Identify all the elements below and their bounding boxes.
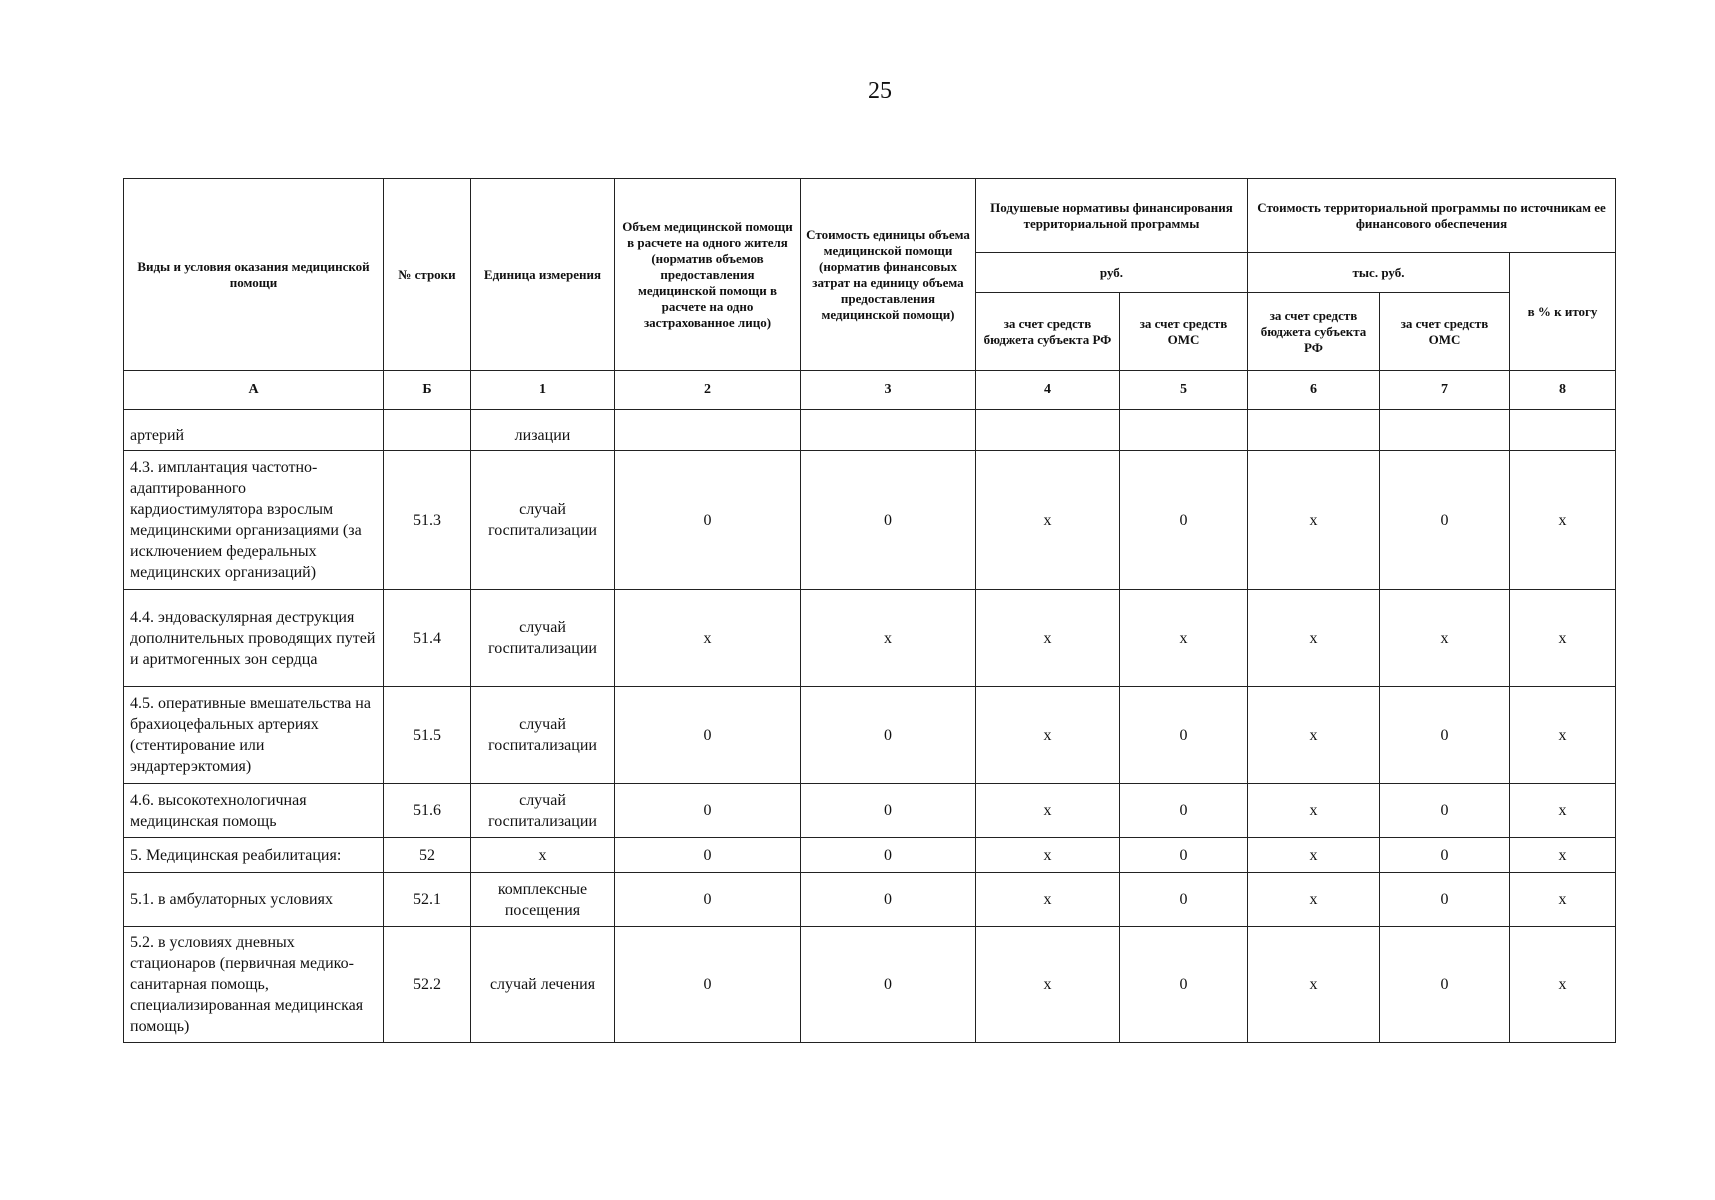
header-col-7: за счет средств ОМС (1380, 293, 1510, 371)
table-row (124, 410, 1616, 451)
row-value-6: x (1248, 873, 1380, 927)
table-row (124, 927, 1616, 1043)
row-number: 52.2 (384, 927, 471, 1043)
row-value-8: x (1510, 451, 1616, 590)
header-col-1: Единица измерения (471, 179, 615, 371)
page-number: 25 (868, 78, 892, 104)
row-value-7: 0 (1380, 873, 1510, 927)
row-value-3: 0 (801, 784, 976, 838)
row-value-3: 0 (801, 873, 976, 927)
row-name: 4.6. высокотехнологичная медицинская помощь (124, 784, 384, 838)
header-unit-thousand-rub: тыс. руб. (1248, 253, 1510, 293)
row-value-4: x (976, 590, 1120, 687)
financing-table (123, 178, 1616, 1043)
row-value-3: x (801, 590, 976, 687)
row-value-4: x (976, 927, 1120, 1043)
row-value-5: 0 (1120, 838, 1248, 873)
row-name: 4.5. оперативные вмешательства на брахиоцефальных артериях (стентирование или эндартерэктомия) (124, 687, 384, 784)
column-index: 6 (1248, 371, 1380, 410)
header-col-8: в % к итогу (1510, 253, 1616, 371)
header-group-cost: Стоимость территориальной программы по источникам ее финансового обеспечения (1248, 179, 1616, 253)
row-unit: лизации (471, 410, 615, 451)
row-value-4: x (976, 873, 1120, 927)
header-col-6: за счет средств бюджета субъекта РФ (1248, 293, 1380, 371)
row-value-8: x (1510, 590, 1616, 687)
row-value-6 (1248, 410, 1380, 451)
table-row (124, 687, 1616, 784)
header-unit-rub: руб. (976, 253, 1248, 293)
row-name: 5.1. в амбулаторных условиях (124, 873, 384, 927)
header-col-3: Стоимость единицы объема медицинской помощи (норматив финансовых затрат на единицу объема предоставления медицинской помощи) (801, 179, 976, 371)
row-name: 5.2. в условиях дневных стационаров (первичная медико-санитарная помощь, специализированная медицинская помощь) (124, 927, 384, 1043)
row-value-3: 0 (801, 927, 976, 1043)
header-col-b: № строки (384, 179, 471, 371)
row-value-2: 0 (615, 873, 801, 927)
row-value-2 (615, 410, 801, 451)
row-value-8: x (1510, 838, 1616, 873)
row-value-5: 0 (1120, 784, 1248, 838)
table-row (124, 784, 1616, 838)
row-value-3: 0 (801, 687, 976, 784)
row-name: 5. Медицинская реабилитация: (124, 838, 384, 873)
table-row (124, 838, 1616, 873)
row-value-2: 0 (615, 451, 801, 590)
table-row (124, 451, 1616, 590)
row-name: 4.3. имплантация частотно-адаптированного кардиостимулятора взрослым медицинскими организациями (за исключением федеральных медицинских организаций) (124, 451, 384, 590)
header-col-a: Виды и условия оказания медицинской помощи (124, 179, 384, 371)
row-value-5 (1120, 410, 1248, 451)
row-value-2: x (615, 590, 801, 687)
row-value-6: x (1248, 838, 1380, 873)
row-value-3 (801, 410, 976, 451)
row-value-7 (1380, 410, 1510, 451)
row-value-5: x (1120, 590, 1248, 687)
header-group-per-capita: Подушевые нормативы финансирования территориальной программы (976, 179, 1248, 253)
row-value-8: x (1510, 784, 1616, 838)
row-unit: случай госпитализации (471, 784, 615, 838)
row-value-2: 0 (615, 784, 801, 838)
column-index-row (124, 371, 1616, 410)
row-value-5: 0 (1120, 687, 1248, 784)
table-row (124, 590, 1616, 687)
row-unit: x (471, 838, 615, 873)
table-row (124, 873, 1616, 927)
row-value-8: x (1510, 687, 1616, 784)
row-value-3: 0 (801, 838, 976, 873)
row-number: 51.5 (384, 687, 471, 784)
row-value-7: 0 (1380, 451, 1510, 590)
row-name: артерий (124, 410, 384, 451)
row-value-7: 0 (1380, 927, 1510, 1043)
row-unit: случай госпитализации (471, 687, 615, 784)
row-value-7: 0 (1380, 838, 1510, 873)
header-col-2: Объем медицинской помощи в расчете на одного жителя (норматив объемов предоставления медицинской помощи в расчете на одно застрахованное лицо) (615, 179, 801, 371)
row-number: 51.6 (384, 784, 471, 838)
row-value-4: x (976, 838, 1120, 873)
row-value-6: x (1248, 451, 1380, 590)
column-index: 7 (1380, 371, 1510, 410)
header-col-5: за счет средств ОМС (1120, 293, 1248, 371)
row-number: 52 (384, 838, 471, 873)
row-unit: комплексные посещения (471, 873, 615, 927)
row-value-5: 0 (1120, 927, 1248, 1043)
row-value-6: x (1248, 590, 1380, 687)
row-value-6: x (1248, 927, 1380, 1043)
column-index: 8 (1510, 371, 1616, 410)
row-value-2: 0 (615, 838, 801, 873)
row-value-7: x (1380, 590, 1510, 687)
column-index: Б (384, 371, 471, 410)
row-value-2: 0 (615, 927, 801, 1043)
row-value-6: x (1248, 687, 1380, 784)
row-value-4: x (976, 784, 1120, 838)
row-value-6: x (1248, 784, 1380, 838)
row-number: 51.3 (384, 451, 471, 590)
row-value-7: 0 (1380, 687, 1510, 784)
row-unit: случай лечения (471, 927, 615, 1043)
row-value-2: 0 (615, 687, 801, 784)
column-index: 1 (471, 371, 615, 410)
row-value-8: x (1510, 927, 1616, 1043)
column-index: А (124, 371, 384, 410)
column-index: 3 (801, 371, 976, 410)
row-value-7: 0 (1380, 784, 1510, 838)
row-unit: случай госпитализации (471, 451, 615, 590)
column-index: 5 (1120, 371, 1248, 410)
header-col-4: за счет средств бюджета субъекта РФ (976, 293, 1120, 371)
column-index: 2 (615, 371, 801, 410)
row-value-8: x (1510, 873, 1616, 927)
row-value-5: 0 (1120, 873, 1248, 927)
row-value-4: x (976, 687, 1120, 784)
column-index: 4 (976, 371, 1120, 410)
row-number: 52.1 (384, 873, 471, 927)
row-value-8 (1510, 410, 1616, 451)
row-unit: случай госпитализации (471, 590, 615, 687)
row-number (384, 410, 471, 451)
row-number: 51.4 (384, 590, 471, 687)
row-value-5: 0 (1120, 451, 1248, 590)
row-value-4 (976, 410, 1120, 451)
row-value-3: 0 (801, 451, 976, 590)
row-name: 4.4. эндоваскулярная деструкция дополнительных проводящих путей и аритмогенных зон сердца (124, 590, 384, 687)
row-value-4: x (976, 451, 1120, 590)
